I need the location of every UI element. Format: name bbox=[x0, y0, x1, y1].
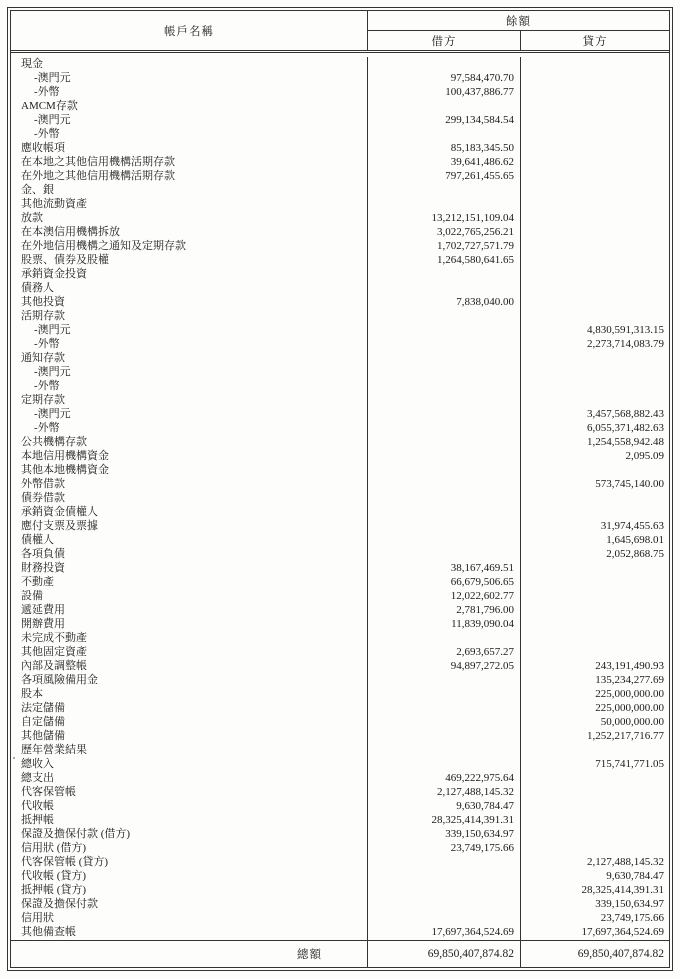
credit-value-cell: 4,830,591,313.15 bbox=[587, 323, 664, 336]
account-name-cell: -外幣 bbox=[11, 337, 368, 351]
debit-value-cell: 38,167,469.51 bbox=[368, 562, 521, 576]
table-row bbox=[11, 800, 669, 814]
table-row bbox=[11, 898, 669, 912]
account-name-cell: 債務人 bbox=[11, 281, 368, 295]
table-row bbox=[11, 632, 669, 646]
table-row bbox=[11, 772, 669, 786]
debit-value-cell: 3,022,765,256.21 bbox=[368, 225, 521, 239]
account-name-cell: 各項風險備用金 bbox=[11, 674, 368, 688]
credit-value-cell: 339,150,634.97 bbox=[595, 898, 664, 911]
credit-value-cell bbox=[521, 618, 669, 632]
debit-value-cell bbox=[368, 57, 521, 71]
account-name-cell: 遞延費用 bbox=[11, 604, 368, 618]
debit-value-cell bbox=[368, 449, 521, 463]
account-name-cell: 不動產 bbox=[11, 576, 368, 590]
account-name-cell: 未完成不動產 bbox=[11, 632, 368, 646]
credit-value-cell bbox=[521, 141, 669, 155]
table-row bbox=[11, 449, 669, 463]
account-name-cell: AMCM存款 bbox=[11, 99, 368, 113]
account-name-cell: -澳門元 bbox=[11, 113, 368, 127]
credit-value-cell bbox=[521, 604, 669, 618]
credit-value-cell bbox=[521, 225, 669, 239]
credit-value-cell bbox=[521, 85, 669, 99]
account-name-cell: 開辦費用 bbox=[11, 618, 368, 632]
credit-value-cell bbox=[521, 632, 669, 646]
table-row bbox=[11, 463, 669, 477]
account-name-cell: 金、銀 bbox=[11, 183, 368, 197]
table-row bbox=[11, 520, 669, 534]
credit-value-cell bbox=[521, 562, 669, 576]
table-row bbox=[11, 842, 669, 856]
debit-value-cell: 85,183,345.50 bbox=[368, 141, 521, 155]
table-row bbox=[11, 99, 669, 113]
account-name-cell: 內部及調整帳 bbox=[11, 660, 368, 674]
debit-value-cell: 97,584,470.70 bbox=[368, 71, 521, 85]
credit-value-cell: 715,741,771.05 bbox=[595, 758, 664, 771]
account-name-cell: 股票、債券及股權 bbox=[11, 253, 368, 267]
debit-value-cell: 7,838,040.00 bbox=[368, 295, 521, 309]
debit-value-cell bbox=[368, 463, 521, 477]
table-body bbox=[11, 53, 669, 940]
total-label: 總額 bbox=[11, 941, 368, 967]
account-name-cell: 總支出 bbox=[11, 772, 368, 786]
account-name-cell: 在本地之其他信用機構活期存款 bbox=[11, 155, 368, 169]
account-name-cell: 代客保管帳 bbox=[11, 786, 368, 800]
table-row bbox=[11, 183, 669, 197]
debit-value-cell bbox=[368, 506, 521, 520]
table-row bbox=[11, 57, 669, 71]
account-name-cell: 其他流動資產 bbox=[11, 197, 368, 211]
debit-value-cell bbox=[368, 632, 521, 646]
table-row bbox=[11, 758, 669, 772]
debit-value-cell bbox=[368, 688, 521, 702]
credit-value-cell: 573,745,140.00 bbox=[595, 477, 664, 490]
credit-value-cell: 225,000,000.00 bbox=[595, 688, 664, 701]
debit-value-cell bbox=[368, 127, 521, 141]
account-name-cell: 保證及擔保付款 bbox=[11, 898, 368, 912]
account-name-cell: 通知存款 bbox=[11, 351, 368, 365]
debit-value-cell: 1,264,580,641.65 bbox=[368, 253, 521, 267]
credit-value-cell bbox=[521, 71, 669, 85]
credit-value-cell bbox=[521, 197, 669, 211]
table-row bbox=[11, 169, 669, 183]
account-name-cell: -澳門元 bbox=[11, 323, 368, 337]
table-row bbox=[11, 407, 669, 421]
credit-value-cell bbox=[521, 463, 669, 477]
account-name-cell: 各項負債 bbox=[11, 548, 368, 562]
debit-value-cell: 299,134,584.54 bbox=[368, 113, 521, 127]
credit-value-cell: 6,055,371,482.63 bbox=[587, 421, 664, 434]
debit-value-cell bbox=[368, 337, 521, 351]
credit-value-cell: 2,273,714,083.79 bbox=[587, 337, 664, 350]
debit-value-cell: 13,212,151,109.04 bbox=[368, 211, 521, 225]
debit-value-cell: 66,679,506.65 bbox=[368, 576, 521, 590]
credit-value-cell: 225,000,000.00 bbox=[595, 702, 664, 715]
account-name-cell: 保證及擔保付款 (借方) bbox=[11, 828, 368, 842]
debit-value-cell bbox=[368, 407, 521, 421]
table-row bbox=[11, 323, 669, 337]
table-row bbox=[11, 127, 669, 141]
debit-value-cell bbox=[368, 520, 521, 534]
table-row bbox=[11, 281, 669, 295]
debit-value-cell bbox=[368, 197, 521, 211]
total-credit-value: 69,850,407,874.82 bbox=[577, 948, 664, 960]
table-row bbox=[11, 618, 669, 632]
table-row bbox=[11, 295, 669, 309]
credit-value-cell: 2,095.09 bbox=[625, 449, 664, 462]
credit-value-cell bbox=[521, 646, 669, 660]
table-row bbox=[11, 225, 669, 239]
debit-value-cell bbox=[368, 730, 521, 744]
credit-value-cell: 2,127,488,145.32 bbox=[587, 856, 664, 869]
debit-value-cell bbox=[368, 267, 521, 281]
debit-value-cell: 23,749,175.66 bbox=[368, 842, 521, 856]
table-row bbox=[11, 506, 669, 520]
table-row bbox=[11, 660, 669, 674]
table-row bbox=[11, 365, 669, 379]
table-row bbox=[11, 239, 669, 253]
debit-value-cell: 100,437,886.77 bbox=[368, 85, 521, 99]
account-name-cell: 代客保管帳 (貸方) bbox=[11, 856, 368, 870]
credit-value-cell bbox=[521, 183, 669, 197]
credit-value-cell bbox=[521, 744, 669, 758]
debit-value-cell bbox=[368, 99, 521, 113]
account-name-cell: 本地信用機構資金 bbox=[11, 449, 368, 463]
credit-value-cell: 1,645,698.01 bbox=[606, 534, 664, 547]
table-row bbox=[11, 912, 669, 926]
debit-value-cell: 469,222,975.64 bbox=[368, 772, 521, 786]
table-row bbox=[11, 856, 669, 870]
account-name-cell: 信用狀 bbox=[11, 912, 368, 926]
table-row bbox=[11, 702, 669, 716]
debit-value-cell: 28,325,414,391.31 bbox=[368, 814, 521, 828]
debit-value-cell: 39,641,486.62 bbox=[368, 155, 521, 169]
account-name-cell: -外幣 bbox=[11, 85, 368, 99]
account-name-cell: -澳門元 bbox=[11, 365, 368, 379]
debit-value-cell bbox=[368, 716, 521, 730]
credit-value-cell bbox=[521, 127, 669, 141]
account-name-cell: -外幣 bbox=[11, 127, 368, 141]
credit-value-cell bbox=[521, 786, 669, 800]
account-name-cell: 在外地之其他信用機構活期存款 bbox=[11, 169, 368, 183]
credit-value-cell bbox=[521, 828, 669, 842]
account-name-cell: 總收入 bbox=[11, 758, 368, 772]
debit-value-cell: 94,897,272.05 bbox=[368, 660, 521, 674]
table-row bbox=[11, 197, 669, 211]
debit-value-cell bbox=[368, 365, 521, 379]
debit-value-cell bbox=[368, 183, 521, 197]
table-row bbox=[11, 926, 669, 940]
debit-value-cell: 797,261,455.65 bbox=[368, 169, 521, 183]
credit-value-cell bbox=[521, 800, 669, 814]
table-row bbox=[11, 309, 669, 323]
credit-value-cell bbox=[521, 590, 669, 604]
credit-value-cell bbox=[521, 309, 669, 323]
table-row bbox=[11, 211, 669, 225]
table-row bbox=[11, 85, 669, 99]
table-row bbox=[11, 786, 669, 800]
table-row bbox=[11, 435, 669, 449]
account-name-cell: 其他固定資產 bbox=[11, 646, 368, 660]
debit-value-cell: 2,693,657.27 bbox=[368, 646, 521, 660]
credit-value-cell bbox=[521, 772, 669, 786]
credit-value-cell bbox=[521, 169, 669, 183]
table-row bbox=[11, 351, 669, 365]
credit-column-header: 貸方 bbox=[582, 35, 608, 48]
account-name-cell: 財務投資 bbox=[11, 562, 368, 576]
table-row bbox=[11, 590, 669, 604]
credit-value-cell bbox=[521, 365, 669, 379]
table-row bbox=[11, 267, 669, 281]
table-row bbox=[11, 534, 669, 548]
credit-value-cell bbox=[521, 211, 669, 225]
debit-value-cell bbox=[368, 702, 521, 716]
account-name-cell: 其他本地機構資金 bbox=[11, 463, 368, 477]
balance-header: 餘額 bbox=[368, 11, 669, 31]
debit-value-cell: 9,630,784.47 bbox=[368, 800, 521, 814]
credit-value-cell bbox=[521, 506, 669, 520]
table-row bbox=[11, 253, 669, 267]
total-debit-value: 69,850,407,874.82 bbox=[368, 941, 521, 967]
debit-value-cell bbox=[368, 870, 521, 884]
debit-value-cell bbox=[368, 548, 521, 562]
debit-column-header: 借方 bbox=[368, 31, 521, 50]
credit-value-cell bbox=[521, 155, 669, 169]
debit-value-cell bbox=[368, 758, 521, 772]
table-row bbox=[11, 674, 669, 688]
account-name-cell: -外幣 bbox=[11, 379, 368, 393]
account-name-cell: 定期存款 bbox=[11, 393, 368, 407]
debit-value-cell bbox=[368, 884, 521, 898]
credit-value-cell bbox=[521, 576, 669, 590]
account-name-cell: 其他儲備 bbox=[11, 730, 368, 744]
credit-value-cell: 9,630,784.47 bbox=[606, 870, 664, 883]
table-row bbox=[11, 71, 669, 85]
debit-value-cell bbox=[368, 393, 521, 407]
debit-value-cell bbox=[368, 281, 521, 295]
table-row bbox=[11, 604, 669, 618]
account-name-cell: 公共機構存款 bbox=[11, 435, 368, 449]
table-row bbox=[11, 716, 669, 730]
account-name-cell: -澳門元 bbox=[11, 71, 368, 85]
account-name-cell: 股本 bbox=[11, 688, 368, 702]
scan-speck bbox=[13, 757, 15, 759]
total-row bbox=[11, 940, 669, 967]
account-name-cell: 法定儲備 bbox=[11, 702, 368, 716]
account-name-cell: -澳門元 bbox=[11, 407, 368, 421]
debit-value-cell: 2,781,796.00 bbox=[368, 604, 521, 618]
credit-value-cell bbox=[521, 239, 669, 253]
credit-value-cell bbox=[521, 295, 669, 309]
account-name-cell: 現金 bbox=[11, 57, 368, 71]
credit-value-cell: 2,052,868.75 bbox=[606, 548, 664, 561]
credit-value-cell bbox=[521, 491, 669, 505]
table-row bbox=[11, 491, 669, 505]
table-row bbox=[11, 337, 669, 351]
credit-value-cell: 28,325,414,391.31 bbox=[581, 884, 664, 897]
table-header bbox=[11, 11, 669, 51]
credit-value-cell bbox=[521, 351, 669, 365]
debit-value-cell bbox=[368, 744, 521, 758]
debit-value-cell bbox=[368, 351, 521, 365]
table-row bbox=[11, 730, 669, 744]
table-row bbox=[11, 870, 669, 884]
debit-value-cell bbox=[368, 491, 521, 505]
trial-balance-table-frame bbox=[7, 7, 673, 971]
credit-value-cell bbox=[521, 267, 669, 281]
table-row bbox=[11, 576, 669, 590]
debit-value-cell: 17,697,364,524.69 bbox=[368, 926, 521, 940]
debit-value-cell bbox=[368, 477, 521, 491]
table-row bbox=[11, 688, 669, 702]
account-name-cell: 抵押帳 bbox=[11, 814, 368, 828]
credit-value-cell bbox=[521, 842, 669, 856]
table-row bbox=[11, 548, 669, 562]
account-name-cell: 應收帳項 bbox=[11, 141, 368, 155]
account-name-cell: -外幣 bbox=[11, 421, 368, 435]
credit-value-cell bbox=[521, 253, 669, 267]
account-name-cell: 承銷資金債權人 bbox=[11, 506, 368, 520]
debit-value-cell: 11,839,090.04 bbox=[368, 618, 521, 632]
credit-value-cell: 1,252,217,716.77 bbox=[587, 730, 664, 743]
debit-value-cell: 339,150,634.97 bbox=[368, 828, 521, 842]
trial-balance-table bbox=[10, 10, 670, 968]
credit-value-cell: 3,457,568,882.43 bbox=[587, 407, 664, 420]
account-name-cell: 在本澳信用機構拆放 bbox=[11, 225, 368, 239]
debit-value-cell bbox=[368, 379, 521, 393]
table-row bbox=[11, 477, 669, 491]
credit-value-cell: 23,749,175.66 bbox=[600, 912, 664, 925]
table-row bbox=[11, 379, 669, 393]
debit-value-cell bbox=[368, 421, 521, 435]
account-name-cell: 債券借款 bbox=[11, 491, 368, 505]
account-name-cell: 債權人 bbox=[11, 534, 368, 548]
debit-value-cell: 1,702,727,571.79 bbox=[368, 239, 521, 253]
credit-value-cell bbox=[521, 393, 669, 407]
table-row bbox=[11, 744, 669, 758]
credit-value-cell: 135,234,277.69 bbox=[595, 674, 664, 687]
debit-value-cell bbox=[368, 435, 521, 449]
debit-value-cell bbox=[368, 323, 521, 337]
credit-value-cell: 17,697,364,524.69 bbox=[581, 926, 664, 939]
credit-value-cell bbox=[521, 814, 669, 828]
account-name-cell: 放款 bbox=[11, 211, 368, 225]
credit-value-cell bbox=[521, 113, 669, 127]
account-name-cell: 其他投資 bbox=[11, 295, 368, 309]
account-name-cell: 代收帳 (貸方) bbox=[11, 870, 368, 884]
credit-value-cell: 243,191,490.93 bbox=[595, 660, 664, 673]
account-name-cell: 在外地信用機構之通知及定期存款 bbox=[11, 239, 368, 253]
table-row bbox=[11, 828, 669, 842]
account-name-header: 帳戶名稱 bbox=[11, 11, 368, 50]
account-name-cell: 歷年營業結果 bbox=[11, 744, 368, 758]
account-name-cell: 其他備查帳 bbox=[11, 926, 368, 940]
credit-value-cell bbox=[521, 379, 669, 393]
account-name-cell: 代收帳 bbox=[11, 800, 368, 814]
debit-value-cell bbox=[368, 898, 521, 912]
credit-value-cell: 31,974,455.63 bbox=[600, 520, 664, 533]
account-name-cell: 外幣借款 bbox=[11, 477, 368, 491]
table-row bbox=[11, 562, 669, 576]
balance-header-group bbox=[368, 11, 669, 50]
credit-value-cell: 1,254,558,942.48 bbox=[587, 435, 664, 448]
account-name-cell: 抵押帳 (貸方) bbox=[11, 884, 368, 898]
table-row bbox=[11, 814, 669, 828]
table-row bbox=[11, 884, 669, 898]
table-row bbox=[11, 141, 669, 155]
debit-value-cell bbox=[368, 534, 521, 548]
table-row bbox=[11, 646, 669, 660]
table-row bbox=[11, 155, 669, 169]
credit-value-cell bbox=[521, 99, 669, 113]
account-name-cell: 信用狀 (借方) bbox=[11, 842, 368, 856]
debit-value-cell bbox=[368, 912, 521, 926]
debit-value-cell: 12,022,602.77 bbox=[368, 590, 521, 604]
account-name-cell: 設備 bbox=[11, 590, 368, 604]
table-row bbox=[11, 113, 669, 127]
debit-value-cell bbox=[368, 309, 521, 323]
debit-value-cell: 2,127,488,145.32 bbox=[368, 786, 521, 800]
account-name-cell: 活期存款 bbox=[11, 309, 368, 323]
credit-value-cell bbox=[521, 281, 669, 295]
account-name-cell: 承銷資金投資 bbox=[11, 267, 368, 281]
debit-value-cell bbox=[368, 856, 521, 870]
account-name-cell: 應付支票及票據 bbox=[11, 520, 368, 534]
credit-value-cell bbox=[521, 57, 669, 71]
table-row bbox=[11, 421, 669, 435]
debit-value-cell bbox=[368, 674, 521, 688]
credit-value-cell: 50,000,000.00 bbox=[600, 716, 664, 729]
account-name-cell: 自定儲備 bbox=[11, 716, 368, 730]
table-row bbox=[11, 393, 669, 407]
debit-credit-header-row bbox=[368, 31, 669, 50]
